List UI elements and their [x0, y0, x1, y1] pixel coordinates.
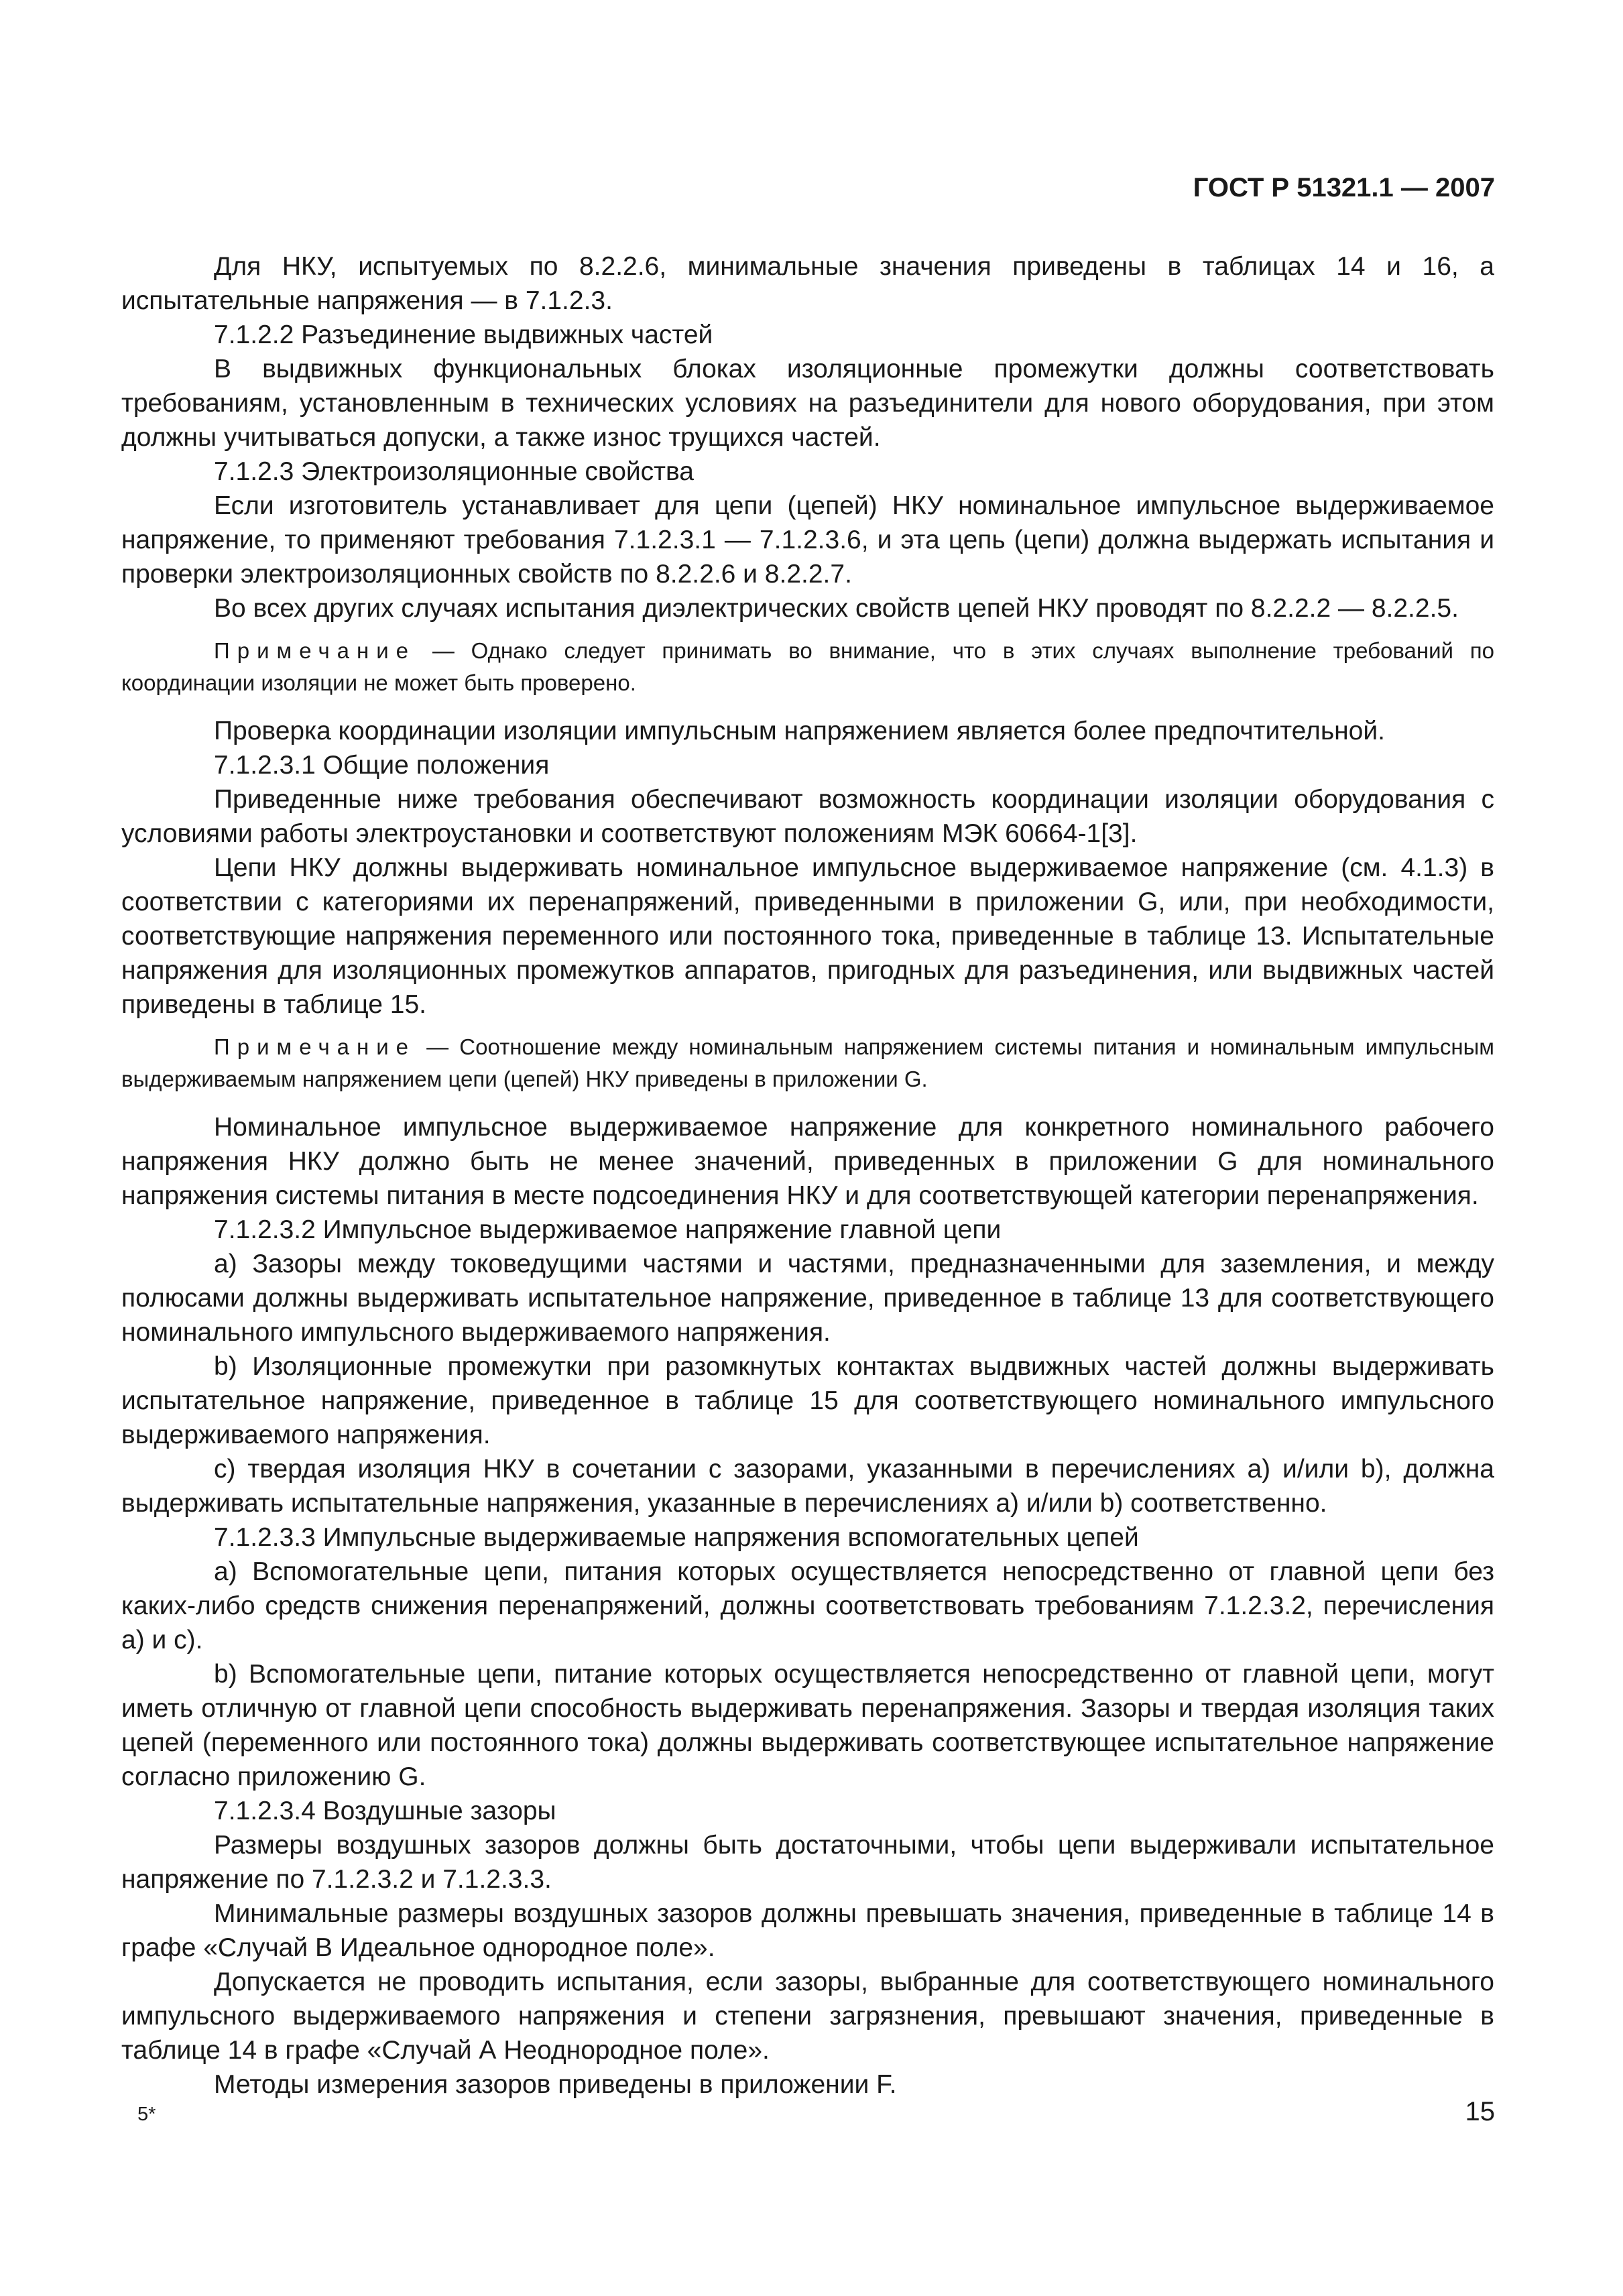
footer-mark: 5*: [137, 2104, 156, 2125]
document-body: [121, 249, 1494, 2102]
document-header: ГОСТ Р 51321.1 — 2007: [1193, 173, 1495, 202]
note-paragraph: [121, 635, 1494, 699]
body-paragraph: Методы измерения зазоров приведены в приложении F.: [214, 2070, 897, 2099]
body-paragraph: 7.1.2.3.3 Импульсные выдерживаемые напряжения вспомогательных цепей: [214, 1523, 1139, 1552]
body-paragraph: Допускается не проводить испытания, если зазоры, выбранные для соответствующего номинального импульсного выдерживаемого напряжения и степени загрязнения, превышают значения, приведенные в таблице 14 в графе «Случай А Неоднородное поле».: [121, 1968, 1494, 2065]
body-paragraph: c) твердая изоляция НКУ в сочетании с зазорами, указанными в перечислениях a) и/или b), должна выдерживать испытательные напряжения, указанные в перечислениях a) и/или b) соответственно.: [121, 1455, 1494, 1518]
page-number: 15: [1465, 2097, 1495, 2126]
body-paragraph: b) Изоляционные промежутки при разомкнутых контактах выдвижных частей должны выдерживать испытательное напряжение, приведенное в таблице 15 для соответствующего номинального импульсного выдерживаемого напряжения.: [121, 1352, 1494, 1449]
body-paragraph: a) Вспомогательные цепи, питания которых осуществляется непосредственно от главной цепи без каких-либо средств снижения перенапряжений, должны соответствовать требованиям 7.1.2.3.2, перечисления a) и c).: [121, 1557, 1494, 1654]
note-text: — Однако следует принимать во внимание, что в этих случаях выполнение требований по координации изоляции не может быть проверено.: [121, 638, 1494, 695]
body-paragraph: Номинальное импульсное выдерживаемое напряжение для конкретного номинального рабочего напряжения НКУ должно быть не менее значений, приведенных в приложении G для номинального напряжения системы питания в месте подсоединения НКУ и для соответствующей категории перенапряжения.: [121, 1113, 1494, 1210]
body-paragraph: В выдвижных функциональных блоках изоляционные промежутки должны соответствовать требованиям, установленным в технических условиях на разъединители для нового оборудования, при этом должны учитываться допуски, а также износ трущихся частей.: [121, 355, 1494, 452]
body-paragraph: 7.1.2.2 Разъединение выдвижных частей: [214, 320, 713, 349]
body-paragraph: 7.1.2.3.1 Общие положения: [214, 751, 550, 780]
body-paragraph: a) Зазоры между токоведущими частями и частями, предназначенными для заземления, и между полюсами должны выдерживать испытательное напряжение, приведенное в таблице 13 для соответствующего номинального импульсного выдерживаемого напряжения.: [121, 1250, 1494, 1347]
body-paragraph: Проверка координации изоляции импульсным напряжением является более предпочтительной.: [214, 717, 1385, 745]
note-paragraph: [121, 1031, 1494, 1095]
body-paragraph: Приведенные ниже требования обеспечивают возможность координации изоляции оборудования с условиями работы электроустановки и соответствуют положениям МЭК 60664-1[3].: [121, 785, 1494, 848]
note-text: — Соотношение между номинальным напряжением системы питания и номинальным импульсным выдерживаемым напряжением цепи (цепей) НКУ приведены в приложении G.: [121, 1034, 1494, 1091]
body-paragraph: Размеры воздушных зазоров должны быть достаточными, чтобы цепи выдерживали испытательное напряжение по 7.1.2.3.2 и 7.1.2.3.3.: [121, 1831, 1494, 1894]
body-paragraph: Цепи НКУ должны выдерживать номинальное импульсное выдерживаемое напряжение (см. 4.1.3) в соответствии с категориями их перенапряжений, приведенными в приложении G, или, при необходимости, соответствующие напряжения переменного или постоянного тока, приведенные в таблице 13. Испытательные напряжения для изоляционных промежутков аппаратов, пригодных для разъединения, или выдвижных частей приведены в таблице 15.: [121, 853, 1494, 1019]
note-label: Примечание: [214, 1034, 416, 1059]
body-paragraph: 7.1.2.3.4 Воздушные зазоры: [214, 1797, 556, 1825]
body-paragraph: 7.1.2.3.2 Импульсное выдерживаемое напряжение главной цепи: [214, 1215, 1002, 1244]
note-label: Примечание: [214, 638, 416, 663]
body-paragraph: Минимальные размеры воздушных зазоров должны превышать значения, приведенные в таблице 14 в графе «Случай В Идеальное однородное поле».: [121, 1899, 1494, 1962]
body-paragraph: b) Вспомогательные цепи, питание которых осуществляется непосредственно от главной цепи, могут иметь отличную от главной цепи способность выдерживать перенапряжения. Зазоры и твердая изоляция таких цепей (переменного или постоянного тока) должны выдерживать соответствующее испытательное напряжение согласно приложению G.: [121, 1660, 1494, 1791]
body-paragraph: Для НКУ, испытуемых по 8.2.2.6, минимальные значения приведены в таблицах 14 и 16, а испытательные напряжения — в 7.1.2.3.: [121, 252, 1494, 315]
body-paragraph: Если изготовитель устанавливает для цепи (цепей) НКУ номинальное импульсное выдерживаемое напряжение, то применяют требования 7.1.2.3.1 — 7.1.2.3.6, и эта цепь (цепи) должна выдержать испытания и проверки электроизоляционных свойств по 8.2.2.6 и 8.2.2.7.: [121, 491, 1494, 589]
body-paragraph: 7.1.2.3 Электроизоляционные свойства: [214, 457, 694, 486]
body-paragraph: Во всех других случаях испытания диэлектрических свойств цепей НКУ проводят по 8.2.2.2 — 8.2.2.5.: [214, 594, 1459, 623]
